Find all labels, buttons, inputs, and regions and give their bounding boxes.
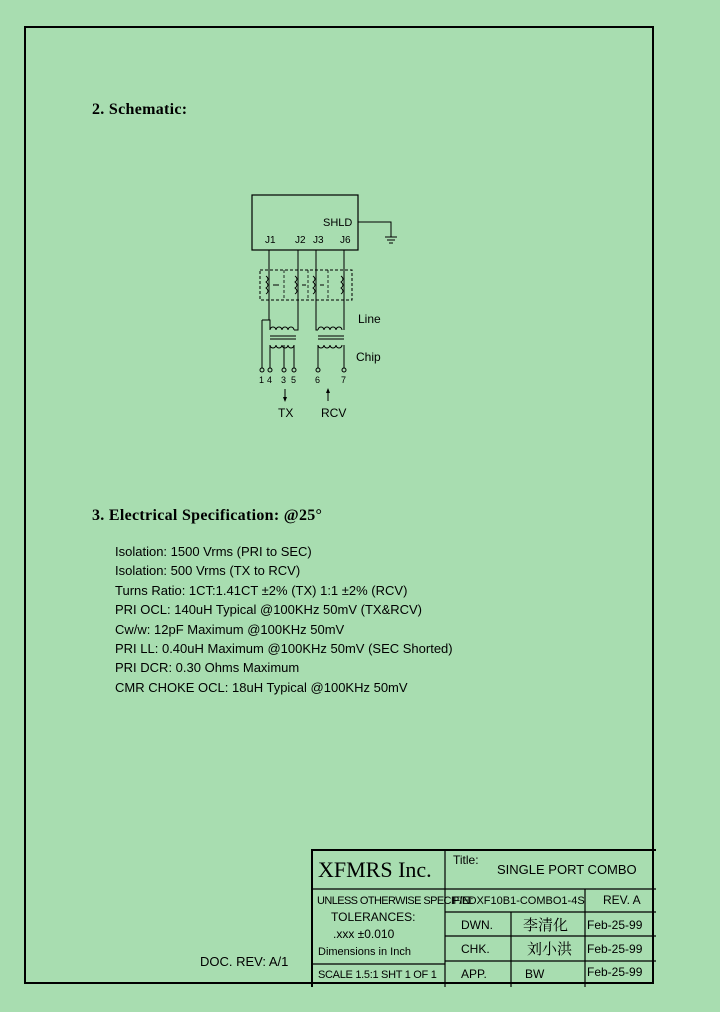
spec-item: Cw/w: 12pF Maximum @100KHz 50mV bbox=[115, 621, 345, 637]
chk-date: Feb-25-99 bbox=[587, 942, 643, 956]
chk-signature: 刘小洪 bbox=[527, 942, 573, 958]
spec-list bbox=[115, 542, 453, 697]
spec-item: Isolation: 1500 Vrms (PRI to SEC) bbox=[115, 544, 312, 559]
pin-3: 3 bbox=[281, 375, 287, 385]
tolerance-value: .xxx ±0.010 bbox=[333, 927, 395, 941]
dimensions-note: Dimensions in Inch bbox=[318, 946, 411, 958]
app-label: APP. bbox=[461, 967, 487, 981]
dwn-signature: 李清化 bbox=[523, 918, 569, 934]
chip-label: Chip bbox=[356, 350, 381, 364]
pin-7: 7 bbox=[341, 375, 347, 385]
pin-j1: J1 bbox=[265, 235, 276, 246]
spec-item: PRI LL: 0.40uH Maximum @100KHz 50mV (SEC Shorted) bbox=[115, 641, 453, 657]
pin-5: 5 bbox=[291, 375, 297, 385]
ground-icon bbox=[385, 237, 397, 243]
section-schematic-title: 2. Schematic: bbox=[92, 101, 188, 118]
app-date: Feb-25-99 bbox=[587, 965, 643, 979]
pin-j6: J6 bbox=[340, 235, 351, 246]
company-name: XFMRS Inc. bbox=[318, 857, 432, 882]
spec-item: PRI DCR: 0.30 Ohms Maximum bbox=[115, 660, 300, 676]
chk-label: CHK. bbox=[461, 942, 490, 956]
rcv-label: RCV bbox=[321, 406, 347, 420]
tx-label: TX bbox=[278, 406, 294, 420]
unless-specified: UNLESS OTHERWISE SPECIFIED bbox=[317, 895, 477, 907]
spec-item: Turns Ratio: 1CT:1.41CT ±2% (TX) 1:1 ±2% (RCV) bbox=[115, 582, 408, 598]
doc-rev: DOC. REV: A/1 bbox=[200, 954, 289, 969]
title-label: Title: bbox=[453, 853, 479, 867]
pin-j2: J2 bbox=[295, 235, 306, 246]
spec-item: PRI OCL: 140uH Typical @100KHz 50mV (TX&RCV) bbox=[115, 602, 423, 618]
pin-j3: J3 bbox=[313, 235, 324, 246]
spec-item: CMR CHOKE OCL: 18uH Typical @100KHz 50mV bbox=[115, 679, 408, 695]
section-electrical-title: 3. Electrical Specification: @25° bbox=[92, 507, 323, 524]
title-block bbox=[311, 849, 656, 987]
scale-sheet: SCALE 1.5:1 SHT 1 OF 1 bbox=[318, 969, 437, 981]
tolerances-label: TOLERANCES: bbox=[331, 910, 416, 924]
pin-4: 4 bbox=[267, 375, 273, 385]
title-value: SINGLE PORT COMBO bbox=[497, 862, 637, 877]
part-number: P/N: XF10B1-COMBO1-4S bbox=[452, 895, 585, 907]
dwn-date: Feb-25-99 bbox=[587, 918, 643, 932]
pin-1: 1 bbox=[259, 375, 265, 385]
shld-label: SHLD bbox=[323, 217, 353, 229]
pin-6: 6 bbox=[315, 375, 321, 385]
drawing-frame bbox=[24, 26, 654, 984]
spec-item: Isolation: 500 Vrms (TX to RCV) bbox=[115, 563, 301, 579]
revision: REV. A bbox=[603, 893, 641, 907]
dwn-label: DWN. bbox=[461, 918, 493, 932]
line-label: Line bbox=[358, 312, 381, 326]
app-signature: BW bbox=[525, 967, 545, 981]
schematic-diagram bbox=[240, 190, 420, 430]
